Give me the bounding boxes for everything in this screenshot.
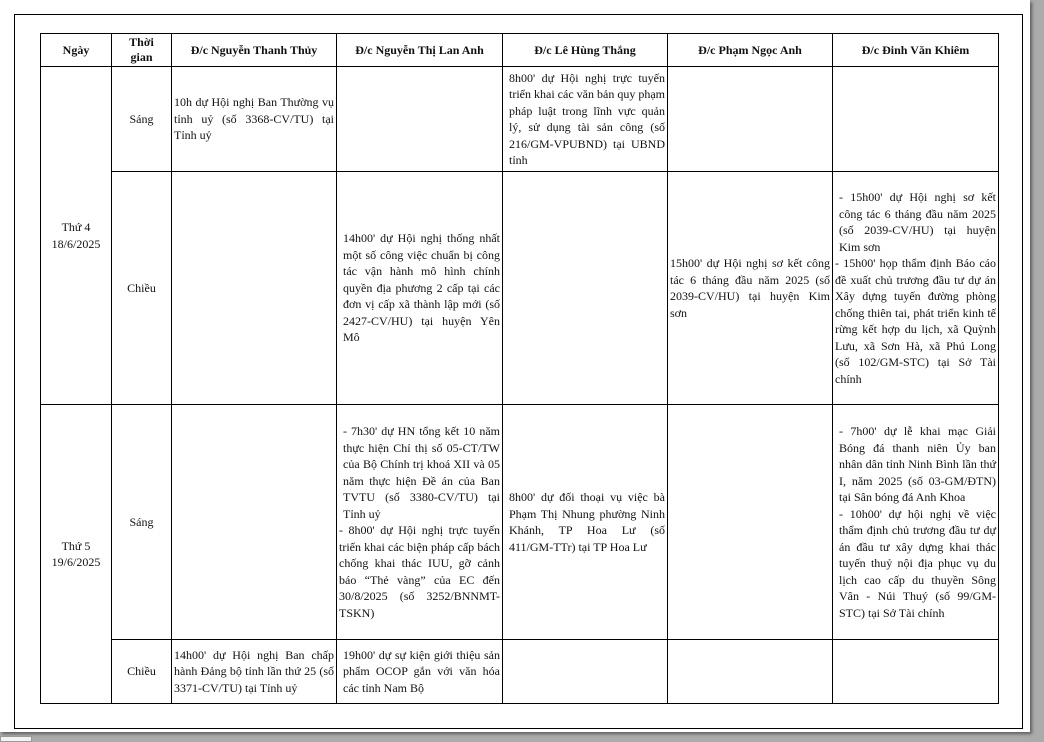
header-time bbox=[112, 34, 172, 67]
schedule-entry: 14h00' dự Hội nghị thống nhất một số công việc chuẩn bị công tác vận hành mô hình chính quyền địa phương 2 cấp tại các đơn vị cấp xã thành lập mới (số 2427-CV/HU) tại huyện Yên Mô bbox=[343, 231, 500, 345]
session-cell: Chiều bbox=[112, 172, 172, 405]
session-cell: Sáng bbox=[112, 67, 172, 172]
schedule-entry: 8h00' dự Hội nghị trực tuyến triển khai các văn bản quy phạm pháp luật trong lĩnh vực quản lý, sử dụng tài sản công (số 216/GM-VPUBND) tại UBND tỉnh bbox=[509, 70, 665, 167]
header-person3: Đ/c Lê Hùng Thắng bbox=[503, 34, 668, 67]
schedule-cell bbox=[668, 67, 833, 172]
schedule-cell bbox=[668, 640, 833, 704]
header-time-line1: Thời bbox=[129, 35, 154, 49]
schedule-cell bbox=[503, 640, 668, 704]
header-time-line2: gian bbox=[130, 50, 153, 64]
table-row bbox=[41, 67, 999, 172]
scroll-corner bbox=[0, 736, 32, 742]
schedule-cell bbox=[337, 405, 503, 640]
weekday: Thứ 4 bbox=[61, 220, 91, 234]
schedule-cell bbox=[503, 405, 668, 640]
schedule-cell bbox=[668, 405, 833, 640]
schedule-cell bbox=[503, 172, 668, 405]
schedule-table bbox=[40, 33, 999, 704]
schedule-cell: 15h00' dự Hội nghị sơ kết công tác 6 tháng đầu năm 2025 (số 2039-CV/HU) tại huyện Kim sơn bbox=[668, 172, 833, 405]
schedule-entry: - 15h00' họp thẩm định Báo cáo đề xuất chủ trương đầu tư dự án Xây dựng tuyến đường phòng chống thiên tai, phát triển kinh tế rừng kết hợp du lịch, xã Quỳnh Lưu, xã Sơn Hà, xã Phú Long (số 102/GM-STC) tại Sở Tài chính bbox=[835, 256, 996, 386]
day-cell bbox=[41, 67, 112, 405]
schedule-entry: - 8h00' dự Hội nghị trực tuyến triển khai các biện pháp cấp bách chống khai thác IUU, gỡ cảnh báo “Thẻ vàng” của EC đến 30/8/2025 (số 3252/BNNMT-TSKN) bbox=[339, 523, 500, 620]
schedule-cell bbox=[833, 67, 999, 172]
table-row bbox=[41, 172, 999, 405]
header-day: Ngày bbox=[41, 34, 112, 67]
schedule-cell bbox=[337, 67, 503, 172]
header-person4: Đ/c Phạm Ngọc Anh bbox=[668, 34, 833, 67]
date: 18/6/2025 bbox=[51, 236, 101, 251]
schedule-entry: - 7h30' dự HN tổng kết 10 năm thực hiện Chỉ thị số 05-CT/TW của Bộ Chính trị khoá XII và 05 năm thực hiện Đề án của Ban TVTU (số 3380-CV/TU) tại Tỉnh uỷ bbox=[343, 424, 500, 521]
schedule-entry: - 15h00' dự Hội nghị sơ kết công tác 6 tháng đầu năm 2025 (số 2039-CV/HU) tại huyện Kim sơn bbox=[839, 190, 996, 254]
day-cell bbox=[41, 405, 112, 704]
schedule-cell bbox=[833, 640, 999, 704]
weekday: Thứ 5 bbox=[61, 538, 91, 553]
schedule-cell: 14h00' dự Hội nghị Ban chấp hành Đảng bộ tỉnh lần thứ 25 (số 3371-CV/TU) tại Tỉnh uỷ bbox=[172, 640, 337, 704]
schedule-cell bbox=[172, 172, 337, 405]
session-cell: Chiều bbox=[112, 640, 172, 704]
schedule-entry: 19h00' dự sự kiện giới thiệu sản phẩm OCOP gắn với văn hóa các tỉnh Nam Bộ bbox=[343, 647, 500, 695]
table-row bbox=[41, 640, 999, 704]
schedule-cell bbox=[337, 640, 503, 704]
schedule-cell bbox=[833, 172, 999, 405]
schedule-cell bbox=[833, 405, 999, 640]
schedule-cell bbox=[172, 405, 337, 640]
schedule-cell bbox=[503, 67, 668, 172]
table-row bbox=[41, 405, 999, 640]
schedule-entry: - 10h00' dự hội nghị về việc thẩm định chủ trương đầu tư dự án đầu tư xây dựng khai thác tuyến thuỷ nội địa phục vụ du lịch cao cấp du thuyền Sông Vân - Núi Thuý (số 99/GM-STC) tại Sở Tài chính bbox=[839, 506, 996, 620]
schedule-cell: 10h dự Hội nghị Ban Thường vụ tỉnh uỷ (số 3368-CV/TU) tại Tỉnh uỷ bbox=[172, 67, 337, 172]
session-cell: Sáng bbox=[112, 405, 172, 640]
schedule-cell bbox=[337, 172, 503, 405]
schedule-entry: 8h00' dự đối thoại vụ việc bà Phạm Thị Nhung phường Ninh Khánh, TP Hoa Lư (số 411/GM-TTr) tại TP Hoa Lư bbox=[509, 490, 665, 554]
header-person2: Đ/c Nguyễn Thị Lan Anh bbox=[337, 34, 503, 67]
header-person1: Đ/c Nguyễn Thanh Thủy bbox=[172, 34, 337, 67]
date: 19/6/2025 bbox=[51, 555, 101, 569]
header-person5: Đ/c Đinh Văn Khiêm bbox=[833, 34, 999, 67]
schedule-entry: - 7h00' dự lễ khai mạc Giải Bóng đá thanh niên Ủy ban nhân dân tỉnh Ninh Bình lần thứ I, năm 2025 (số 03-GM/ĐTN) tại Sân bóng đá Anh Khoa bbox=[839, 424, 996, 504]
header-row bbox=[41, 34, 999, 67]
